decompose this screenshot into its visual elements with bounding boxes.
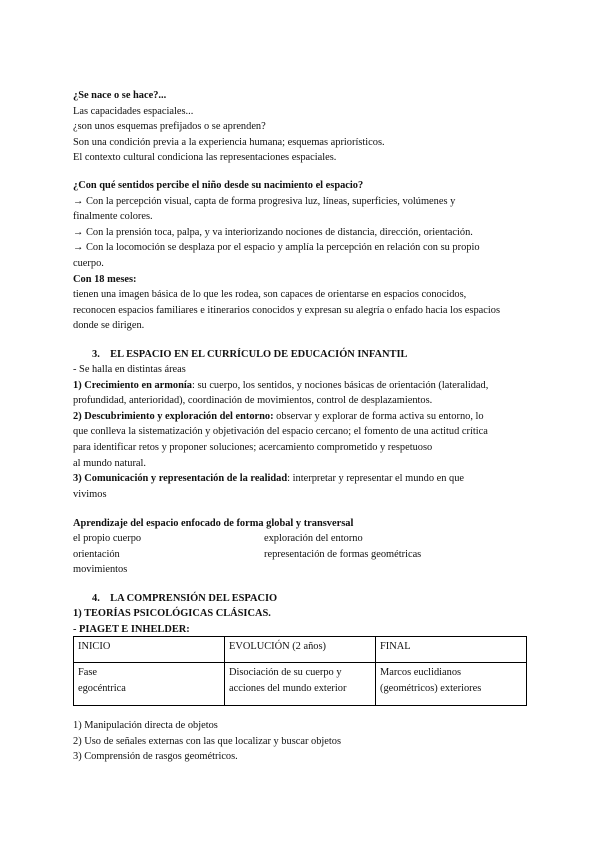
area-item-2-cont: para identificar retos y proponer soluciones; acercamiento comprometido y respetuoso <box>73 441 433 453</box>
area-item-3-cont: vivimos <box>73 488 107 500</box>
global-learning-left-list <box>73 531 141 578</box>
section-4-heading: 4. LA COMPRENSIÓN DEL ESPACIO <box>92 593 278 604</box>
step-item: 3) Comprensión de rasgos geométricos. <box>73 751 238 763</box>
list-item: representación de formas geométricas <box>264 548 422 560</box>
senses-heading: ¿Con qué sentidos percibe el niño desde su nacimiento el espacio? <box>73 180 364 191</box>
list-item: orientación <box>73 548 120 560</box>
table-cell: Marcos euclidianos (geométricos) exteriores <box>376 663 527 706</box>
senses-line: finalmente colores. <box>73 211 153 223</box>
intro-heading: ¿Se nace o se hace?... <box>73 90 167 101</box>
eighteen-months-line: reconocen espacios familiares e itinerarios conocidos y expresan su alegría o enfado hacia los espacios <box>73 304 501 316</box>
section-4-subheadings <box>73 606 533 637</box>
table-cell: Fase egocéntrica <box>74 663 225 706</box>
area-item-1-cont: profundidad, anterioridad), coordinación de movimientos, control de desplazamientos. <box>73 395 433 407</box>
table-header-cell: EVOLUCIÓN (2 años) <box>225 637 376 663</box>
senses-line: → Con la prensión toca, palpa, y va interiorizando nociones de distancia, dirección, orientación. <box>73 226 473 238</box>
eighteen-months-line: donde se dirigen. <box>73 320 145 332</box>
senses-line: → Con la percepción visual, capta de forma progresiva luz, líneas, superficies, volúmenes y <box>73 195 456 207</box>
global-learning-right-list <box>264 531 421 562</box>
table-header-cell: INICIO <box>74 637 225 663</box>
piaget-heading: - PIAGET E INHELDER: <box>73 623 190 635</box>
intro-block <box>73 88 533 166</box>
section-3-body <box>73 362 533 502</box>
table-header-cell: FINAL <box>376 637 527 663</box>
eighteen-months-line: tienen una imagen básica de lo que les rodea, son capaces de orientarse en espacios conocidos, <box>73 289 467 301</box>
intro-line: Son una condición previa a la experiencia humana; esquemas apriorísticos. <box>73 136 385 148</box>
senses-block <box>73 178 533 334</box>
step-item: 1) Manipulación directa de objetos <box>73 720 218 731</box>
global-learning-heading-wrap <box>73 516 533 532</box>
list-item: el propio cuerpo <box>73 533 142 544</box>
global-learning-heading: Aprendizaje del espacio enfocado de forma global y transversal <box>73 518 354 529</box>
step-item: 2) Uso de señales externas con las que localizar y buscar objetos <box>73 735 342 747</box>
section-3-heading: 3. EL ESPACIO EN EL CURRÍCULO DE EDUCACIÓN INFANTIL <box>92 349 408 360</box>
senses-line: cuerpo. <box>73 257 104 269</box>
classic-theories-heading: 1) TEORÍAS PSICOLÓGICAS CLÁSICAS. <box>73 608 271 619</box>
senses-line: → Con la locomoción se desplaza por el espacio y amplía la percepción en relación con su propio <box>73 242 480 254</box>
list-item: exploración del entorno <box>264 533 363 544</box>
piaget-table <box>73 636 527 706</box>
section-4-heading-wrap <box>92 591 552 607</box>
table-cell: Disociación de su cuerpo y acciones del mundo exterior <box>225 663 376 706</box>
eighteen-months-heading: Con 18 meses: <box>73 273 137 285</box>
area-item-2: 2) Descubrimiento y exploración del entorno: observar y explorar de forma activa su entorno, lo <box>73 410 484 422</box>
list-item: movimientos <box>73 564 128 576</box>
area-item-2-cont: al mundo natural. <box>73 457 147 469</box>
intro-line: El contexto cultural condiciona las representaciones espaciales. <box>73 152 337 164</box>
table-header-row <box>74 637 527 663</box>
table-row <box>74 663 527 706</box>
section-3-intro: - Se halla en distintas áreas <box>73 364 186 375</box>
intro-line: Las capacidades espaciales... <box>73 105 194 117</box>
intro-line: ¿son unos esquemas prefijados o se aprenden? <box>73 121 266 133</box>
steps-list <box>73 718 533 765</box>
area-item-1: 1) Crecimiento en armonía: su cuerpo, los sentidos, y nociones básicas de orientación (lateralidad, <box>73 379 489 391</box>
area-item-3: 3) Comunicación y representación de la realidad: interpretar y representar el mundo en que <box>73 473 465 485</box>
section-3-heading-wrap <box>92 347 552 363</box>
area-item-2-cont: que conlleva la sistematización y objetivación del espacio cercano; el fomento de una actitud crítica <box>73 426 488 438</box>
